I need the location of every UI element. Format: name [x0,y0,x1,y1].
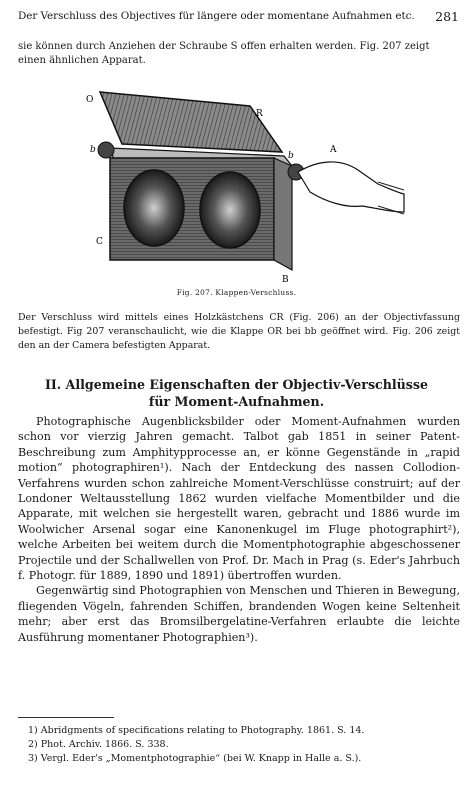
label-r: R [256,109,263,119]
paragraph-1: Photographische Augenblicksbilder oder Moment-Aufnahmen wurden schon vor vierzig Jahren gemacht. Talbot gab 1851 in seiner Patent-Beschreibung zum Amphitypprocesse an, er könne Gegenstände in „rapid motion“ photographiren¹). Nach der Entdeckung des nassen Collodion-Verfahrens wurden schon zahlreiche Moment-Verschlüsse construirt; auf der Londoner Weltausstellung 1862 wurden vielfache Momentbilder und die Apparate, mit welchen sie hergestellt waren, gebracht und 1886 wurde im Woolwicher Arsenal sogar eine Kanonenkugel im Fluge photographirt²), welche Arbeiten bei weitem durch die Momentphotographie abgeschossener Projectile und der Schallwellen von Prof. Dr. Mach in Prag (s. Eder's Jahrbuch f. Photogr. für 1889, 1890 und 1891) übertroffen wurden. [18,415,460,583]
figure-description: Der Verschluss wird mittels eines Holzkästchens CR (Fig. 206) an der Objectivfassung befestigt. Fig 207 veranschaulicht, wie die Klappe OR bei bb geöffnet wird. Fig. 206 zeigt den an der Camera befestigten Apparat. [18,312,460,351]
footnote-divider [18,717,114,718]
label-b-bottom: B [282,275,289,285]
section-heading [0,376,473,410]
hand [298,162,404,212]
shutter-illustration [78,80,408,290]
footnote-2: 2) Phot. Archiv. 1866. S. 338. [28,739,169,751]
label-b-right: b [288,151,294,161]
figure-caption: Fig. 207. Klappen-Verschluss. [176,288,297,297]
running-title: Der Verschluss des Objectives für längere oder momentane Aufnahmen etc. [18,10,415,22]
left-lens [124,170,184,246]
paragraph-2: Gegenwärtig sind Photographien von Menschen und Thieren in Bewegung, fliegenden Vögeln, fahrenden Schiffen, brandenden Wogen keine Seltenheit mehr; aber erst das Bromsilbergelatine-Verfahren erlaubte die leichte Ausführung momentaner Photographien³). [18,584,460,644]
section-heading-line2: für Moment-Aufnahmen. [148,394,325,409]
section-heading-line1: II. Allgemeine Eigenschaften der Objectiv-Verschlüsse [45,377,428,392]
label-a: A [330,145,337,155]
footnote-1: 1) Abridgments of specifications relating to Photography. 1861. S. 14. [28,725,365,736]
figure-207 [78,80,408,290]
footnote-3: 3) Vergl. Eder's „Momentphotographie“ (bei W. Knapp in Halle a. S.). [28,753,362,765]
running-header [18,10,459,26]
intro-text: sie können durch Anziehen der Schraube S offen erhalten werden. Fig. 207 zeigt einen ähnlichen Apparat. [18,41,430,66]
right-lens [200,172,260,248]
body-text [18,414,460,645]
label-o: O [86,95,94,105]
label-c: C [96,237,103,247]
lid-flap [100,92,282,152]
footnotes [28,724,364,767]
page-number: 281 [435,9,459,24]
label-b-left: b [90,145,96,155]
hinge-knob-left [98,142,114,158]
